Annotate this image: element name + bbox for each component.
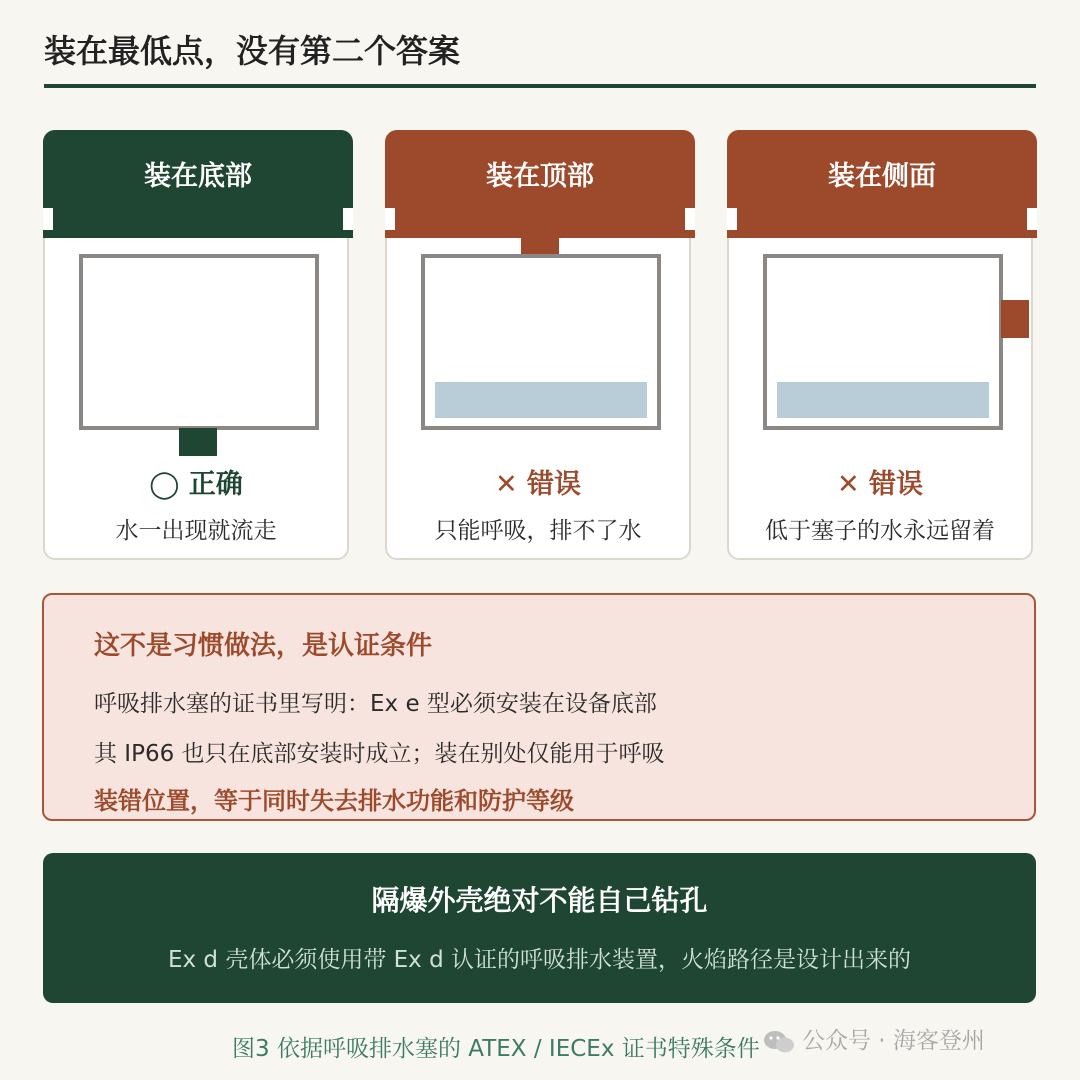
warning-text: Ex d 壳体必须使用带 Ex d 认证的呼吸排水装置，火焰路径是设计出来的 xyxy=(167,947,912,973)
enclosure-diagram xyxy=(763,254,1003,430)
trapped-water xyxy=(435,382,647,418)
header-notch-left xyxy=(43,208,53,230)
header-notch-right xyxy=(685,208,695,230)
card-header xyxy=(43,130,353,238)
card-header-label: 装在侧面 xyxy=(828,161,936,192)
figure-caption: 图3 依据呼吸排水塞的 ATEX / IECEx 证书特殊条件 xyxy=(232,1036,760,1062)
verdict-wrong: ✕ 错误 xyxy=(836,469,924,500)
header-notch-right xyxy=(343,208,353,230)
title-divider xyxy=(44,84,1036,88)
page-title: 装在最低点，没有第二个答案 xyxy=(44,32,461,70)
header-notch-left xyxy=(727,208,737,230)
certification-notice xyxy=(42,593,1036,821)
watermark xyxy=(762,1022,985,1055)
verdict-wrong: ✕ 错误 xyxy=(494,469,582,500)
notice-line: 其 IP66 也只在底部安装时成立；装在别处仅能用于呼吸 xyxy=(94,741,665,767)
card-description: 水一出现就流走 xyxy=(115,518,277,544)
trapped-water xyxy=(777,382,989,418)
wechat-icon xyxy=(762,1029,796,1055)
watermark-text: 公众号 · 海客登州 xyxy=(802,1028,985,1054)
card-side-mount xyxy=(727,130,1033,560)
notice-line: 呼吸排水塞的证书里写明：Ex e 型必须安装在设备底部 xyxy=(94,691,657,717)
card-bottom-mount xyxy=(43,130,349,560)
enclosure-diagram xyxy=(79,254,319,430)
card-description: 只能呼吸，排不了水 xyxy=(434,518,642,544)
drain-plug-bottom xyxy=(179,428,217,456)
header-notch-left xyxy=(385,208,395,230)
header-notch-right xyxy=(1027,208,1037,230)
card-top-mount xyxy=(385,130,691,560)
card-header-label: 装在底部 xyxy=(144,161,252,192)
card-header-label: 装在顶部 xyxy=(486,161,594,192)
notice-emphasis: 装错位置，等于同时失去排水功能和防护等级 xyxy=(94,787,574,815)
drain-plug-top xyxy=(521,236,559,256)
card-header xyxy=(727,130,1037,238)
card-description: 低于塞子的水永远留着 xyxy=(765,518,995,544)
enclosure-diagram xyxy=(421,254,661,430)
verdict-correct: ◯ 正确 xyxy=(149,469,243,500)
drain-plug-side xyxy=(1001,300,1029,338)
notice-title: 这不是习惯做法，是认证条件 xyxy=(94,631,433,661)
warning-title: 隔爆外壳绝对不能自己钻孔 xyxy=(371,884,708,917)
card-header xyxy=(385,130,695,238)
flameproof-warning xyxy=(43,853,1036,1003)
